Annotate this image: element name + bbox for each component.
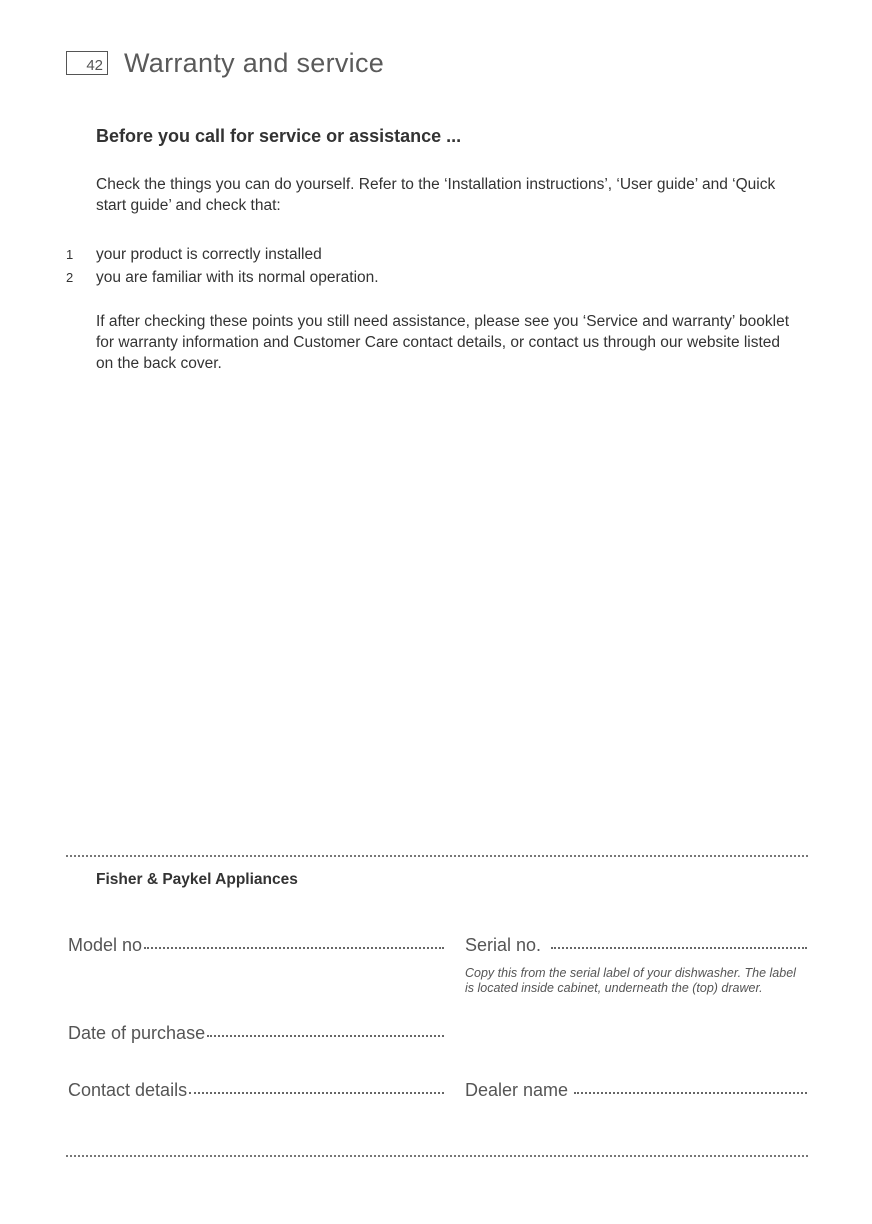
intro-paragraph: Check the things you can do yourself. Refer to the ‘Installation instructions’, ‘User guide’ and ‘Quick start guide’ and check that: <box>96 176 776 214</box>
list-item <box>66 266 379 289</box>
bottom-divider <box>66 1155 808 1157</box>
page-title: Warranty and service <box>124 47 385 78</box>
model-no-label: Model no <box>68 935 143 955</box>
step-number: 2 <box>66 270 74 285</box>
dealer-name-field[interactable] <box>465 1080 807 1101</box>
date-of-purchase-line <box>207 1035 444 1037</box>
company-name: Fisher & Paykel Appliances <box>96 871 298 888</box>
contact-details-label: Contact details <box>68 1080 188 1100</box>
step-text: you are familiar with its normal operation. <box>96 269 379 286</box>
top-divider <box>66 855 808 857</box>
date-of-purchase-label: Date of purchase <box>68 1023 206 1043</box>
page-number: 42 <box>66 51 108 75</box>
serial-note: Copy this from the serial label of your dishwasher. The label is located inside cabinet, underneath the (top) drawer. <box>465 966 796 995</box>
steps-list <box>66 243 379 289</box>
contact-details-line <box>189 1092 444 1094</box>
section-heading: Before you call for service or assistance ... <box>96 126 462 146</box>
model-no-line <box>144 947 444 949</box>
contact-details-field[interactable] <box>68 1080 444 1101</box>
serial-no-field[interactable] <box>465 935 807 956</box>
followup-paragraph: If after checking these points you still need assistance, please see you ‘Service and warranty’ booklet for warranty information and Customer Care contact details, or contact us through our website listed on the back cover. <box>96 313 790 372</box>
serial-no-line <box>551 947 807 949</box>
step-text: your product is correctly installed <box>96 246 322 263</box>
step-number: 1 <box>66 247 74 262</box>
dealer-name-line <box>574 1092 807 1094</box>
dealer-name-label: Dealer name <box>465 1080 569 1100</box>
model-no-field[interactable] <box>68 935 444 956</box>
date-of-purchase-field[interactable] <box>68 1023 444 1044</box>
page-header <box>66 48 384 78</box>
list-item <box>66 243 379 266</box>
serial-no-label: Serial no. <box>465 935 542 955</box>
